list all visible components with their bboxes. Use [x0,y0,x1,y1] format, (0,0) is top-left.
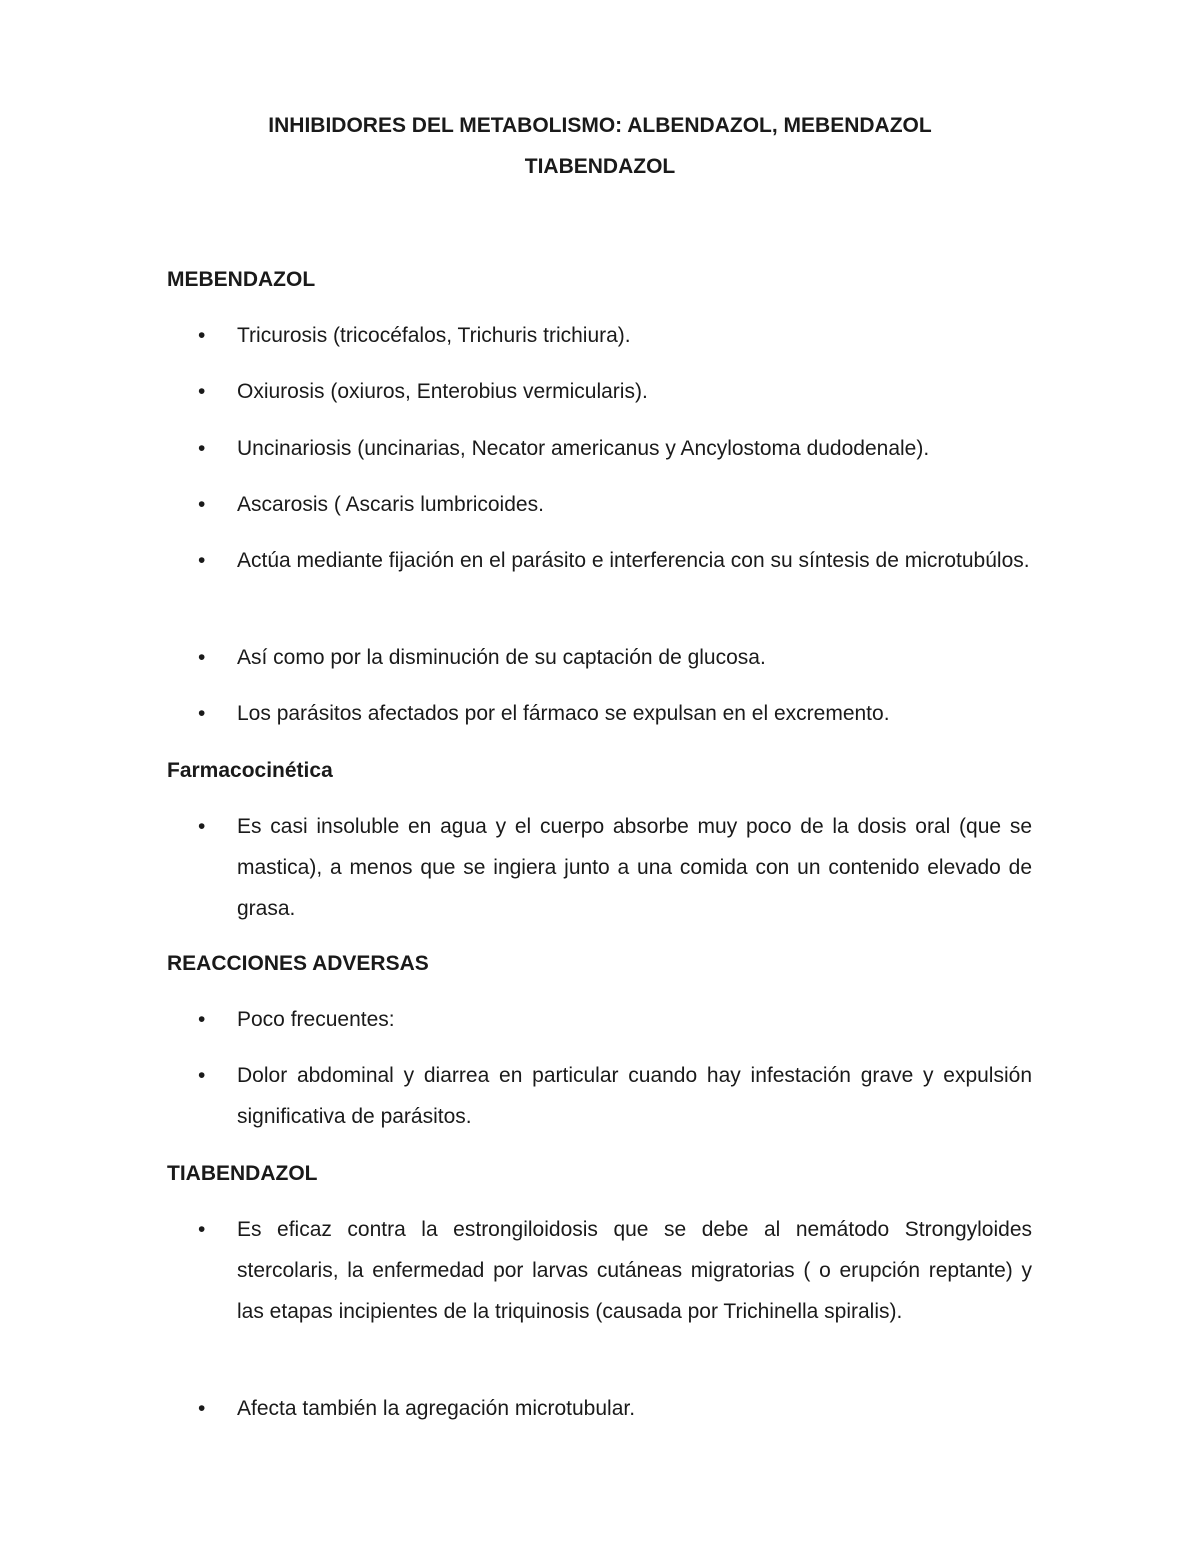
list-item: Actúa mediante fijación en el parásito e interferencia con su síntesis de microtubúlos. [237,549,1030,572]
bullet-icon: • [198,1397,206,1420]
document-subtitle: TIABENDAZOL [524,155,676,178]
list-item: Afecta también la agregación microtubular. [237,1397,636,1420]
section-heading-tiabendazol: TIABENDAZOL [167,1162,318,1185]
bullet-icon: • [198,815,206,838]
bullet-icon: • [198,1008,206,1031]
list-item: Tricurosis (tricocéfalos, Trichuris trichiura). [237,324,631,347]
bullet-icon: • [198,549,206,572]
bullet-icon: • [198,1064,206,1087]
bullet-icon: • [198,702,206,725]
bullet-icon: • [198,646,206,669]
document-title: INHIBIDORES DEL METABOLISMO: ALBENDAZOL, MEBENDAZOL [268,114,932,137]
bullet-icon: • [198,324,206,347]
bullet-icon: • [198,493,206,516]
bullet-icon: • [198,380,206,403]
list-item: Uncinariosis (uncinarias, Necator americanus y Ancylostoma dudodenale). [237,437,930,460]
list-item: Los parásitos afectados por el fármaco se expulsan en el excremento. [237,702,890,725]
list-item: Es casi insoluble en agua y el cuerpo absorbe muy poco de la dosis oral (que se mastica), a menos que se ingiera junto a una comida con un contenido elevado de grasa. [237,815,1032,920]
list-item: Oxiurosis (oxiuros, Enterobius vermicularis). [237,380,648,403]
section-heading-mebendazol: MEBENDAZOL [167,268,316,291]
list-item: Es eficaz contra la estrongiloidosis que se debe al nemátodo Strongyloides stercolaris, la enfermedad por larvas cutáneas migratorias ( o erupción reptante) y las etapas incipientes de la triquinosis (causada por Trichinella spiralis). [237,1218,1032,1323]
section-heading-farmacocinetica: Farmacocinética [167,759,333,782]
list-item: Poco frecuentes: [237,1008,395,1031]
section-heading-reacciones-adversas: REACCIONES ADVERSAS [167,952,429,975]
list-item: Dolor abdominal y diarrea en particular cuando hay infestación grave y expulsión significativa de parásitos. [237,1064,1032,1128]
list-item: Ascarosis ( Ascaris lumbricoides. [237,493,544,516]
bullet-icon: • [198,1218,206,1241]
bullet-icon: • [198,437,206,460]
list-item: Así como por la disminución de su captación de glucosa. [237,646,766,669]
